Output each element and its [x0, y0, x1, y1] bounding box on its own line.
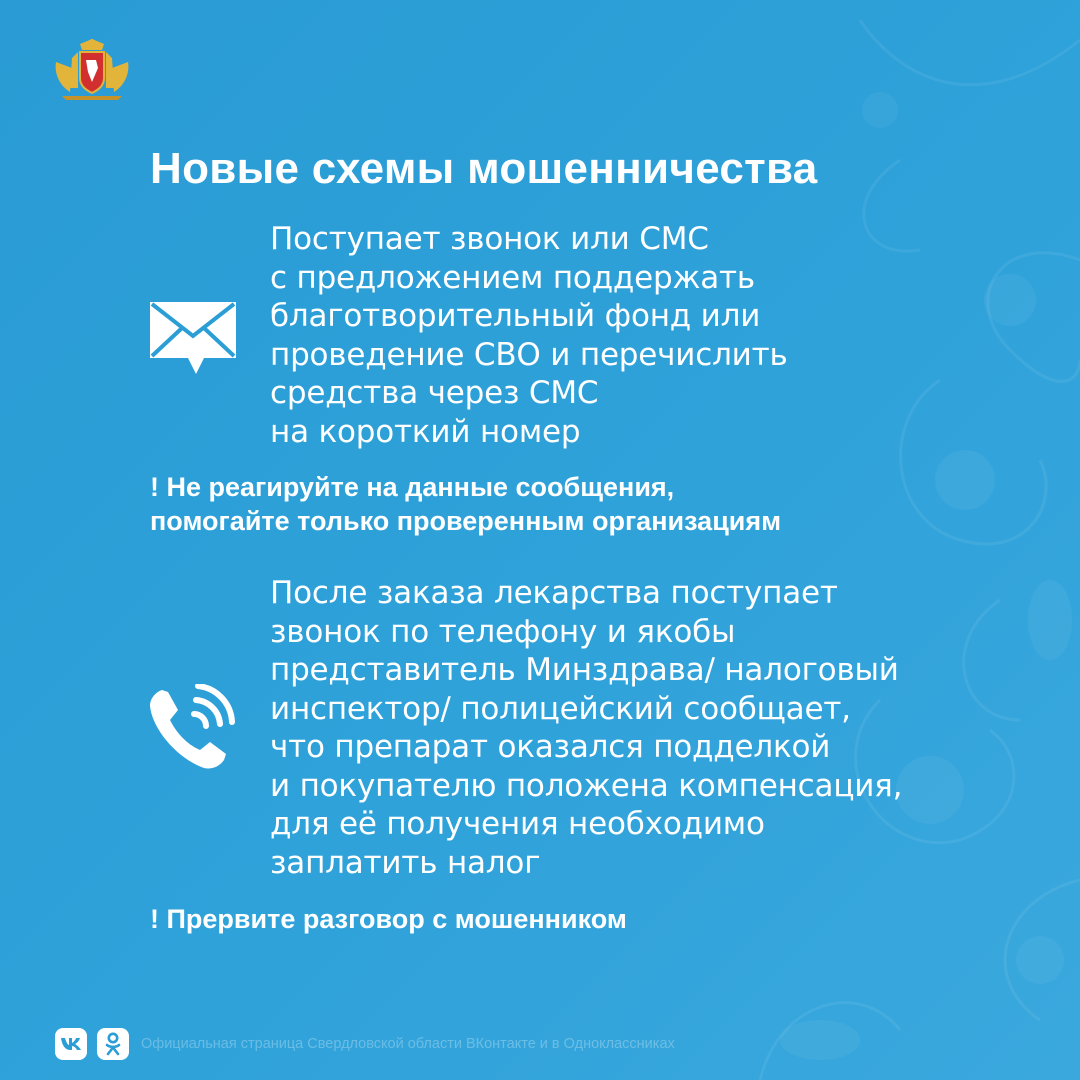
- footer-caption: Официальная страница Свердловской области ВКонтакте и в Одноклассниках: [141, 1036, 675, 1052]
- scheme-2-warning: ! Прервите разговор с мошенником: [150, 904, 627, 934]
- footer: [55, 1028, 675, 1060]
- scheme-1-warning: ! Не реагируйте на данные сообщения, помогайте только проверенным организациям: [150, 472, 782, 536]
- odnoklassniki-logo-glyph: [105, 1032, 121, 1056]
- scheme-2-description: После заказа лекарства поступает звонок по телефону и якобы представитель Минздрава/ налоговый инспектор/ полицейский сообщает, что препарат оказался подделкой и покупателю положена компенсация, для её получения необходимо заплатить налог: [270, 575, 903, 881]
- page-title: Новые схемы мошенничества: [150, 144, 818, 193]
- phone-call-icon: [146, 684, 236, 774]
- vk-logo-glyph: [60, 1037, 82, 1051]
- vk-icon[interactable]: [55, 1028, 87, 1060]
- odnoklassniki-icon[interactable]: [97, 1028, 129, 1060]
- envelope-icon: [148, 296, 238, 376]
- scheme-1-description: Поступает звонок или СМС с предложением поддержать благотворительный фонд или проведение СВО и перечислить средства через СМС на короткий номер: [270, 221, 788, 450]
- sverdlovsk-coat-of-arms-logo: [52, 38, 132, 100]
